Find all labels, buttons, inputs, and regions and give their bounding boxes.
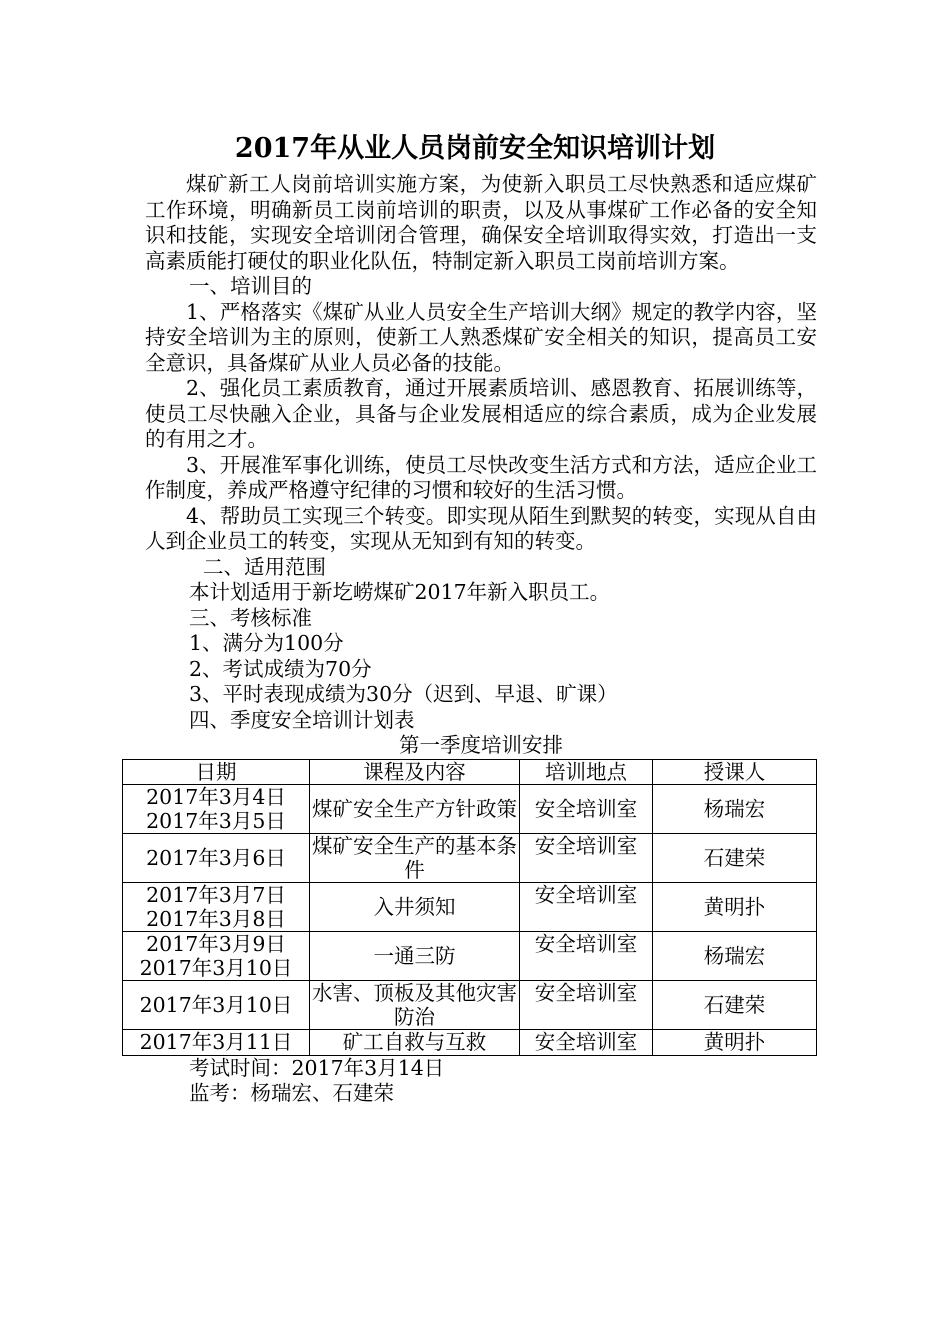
cell-teacher: 黄明扑: [653, 1029, 817, 1055]
section-4-heading: 四、季度安全培训计划表: [189, 707, 415, 732]
section-2-heading: 二、适用范围: [203, 554, 326, 579]
section-3-item: 1、满分为100分: [189, 631, 344, 655]
table-row: [123, 931, 817, 980]
cell-place: 安全培训室: [520, 980, 653, 1029]
intro-paragraph: 煤矿新工人岗前培训实施方案，为使新入职员工尽快熟悉和适应煤矿工作环境，明确新员工岗前培训的职责，以及从事煤矿工作必备的安全知识和技能，实现安全培训闭合管理，确保安全培训取得实效，打造出一支高素质能打硬仗的职业化队伍，特制定新入职员工岗前培训方案。: [145, 172, 817, 273]
cell-teacher: 黄明扑: [653, 882, 817, 931]
document-title: 2017年从业人员岗前安全知识培训计划: [234, 133, 716, 164]
table-caption: 第一季度培训安排: [399, 733, 563, 757]
exam-time: 考试时间：2017年3月14日: [189, 1055, 445, 1080]
cell-place: 安全培训室: [520, 833, 653, 882]
cell-course: 矿工自救与互救: [310, 1029, 520, 1055]
column-header-place: 培训地点: [520, 759, 653, 784]
cell-place: 安全培训室: [520, 882, 653, 931]
cell-date: 2017年3月9日 2017年3月10日: [123, 931, 310, 980]
column-header-teacher: 授课人: [653, 759, 817, 784]
section-1-item: 3、开展准军事化训练，使员工尽快改变生活方式和方法，适应企业工作制度，养成严格遵守纪律的习惯和较好的生活习惯。: [145, 452, 817, 502]
cell-teacher: 杨瑞宏: [653, 784, 817, 833]
cell-date: 2017年3月7日 2017年3月8日: [123, 882, 310, 931]
section-1-item: 2、强化员工素质教育，通过开展素质培训、感恩教育、拓展训练等，使员工尽快融入企业，具备与企业发展相适应的综合素质，成为企业发展的有用之才。: [145, 376, 817, 451]
cell-date: 2017年3月10日: [123, 980, 310, 1029]
proctors: 监考：杨瑞宏、石建荣: [189, 1081, 394, 1105]
cell-date: 2017年3月4日 2017年3月5日: [123, 784, 310, 833]
section-3-item: 2、考试成绩为70分: [189, 656, 372, 681]
column-header-date: 日期: [123, 759, 310, 784]
section-3-item: 3、平时表现成绩为30分（迟到、早退、旷课）: [189, 682, 618, 706]
document-body: [139, 172, 817, 1107]
cell-course: 煤矿安全生产方针政策: [310, 784, 520, 833]
table-header-row: [123, 759, 817, 784]
cell-course: 入井须知: [310, 882, 520, 931]
cell-teacher: 石建荣: [653, 833, 817, 882]
cell-place: 安全培训室: [520, 931, 653, 980]
section-1-item: 4、帮助员工实现三个转变。即实现从陌生到默契的转变，实现从自由人到企业员工的转变，实现从无知到有知的转变。: [145, 503, 817, 553]
section-3-heading: 三、考核标准: [189, 605, 312, 630]
cell-teacher: 杨瑞宏: [653, 931, 817, 980]
table-row: [123, 980, 817, 1029]
cell-course: 一通三防: [310, 931, 520, 980]
cell-teacher: 石建荣: [653, 980, 817, 1029]
cell-date: 2017年3月11日: [123, 1029, 310, 1055]
column-header-course: 课程及内容: [310, 759, 520, 784]
cell-course: 水害、顶板及其他灾害防治: [310, 980, 520, 1029]
table-row: [123, 784, 817, 833]
section-1-item: 1、严格落实《煤矿从业人员安全生产培训大纲》规定的教学内容，坚持安全培训为主的原则，使新工人熟悉煤矿安全相关的知识，提高员工安全意识，具备煤矿从业人员必备的技能。: [145, 299, 817, 375]
section-1-heading: 一、培训目的: [189, 274, 312, 298]
section-2-text: 本计划适用于新圪崂煤矿2017年新入职员工。: [189, 580, 611, 604]
table-row: [123, 882, 817, 931]
cell-date: 2017年3月6日: [123, 833, 310, 882]
cell-course: 煤矿安全生产的基本条件: [310, 833, 520, 882]
cell-place: 安全培训室: [520, 784, 653, 833]
training-schedule-table: [122, 759, 817, 1056]
cell-place: 安全培训室: [520, 1029, 653, 1055]
table-row: [123, 833, 817, 882]
table-row: [123, 1029, 817, 1055]
